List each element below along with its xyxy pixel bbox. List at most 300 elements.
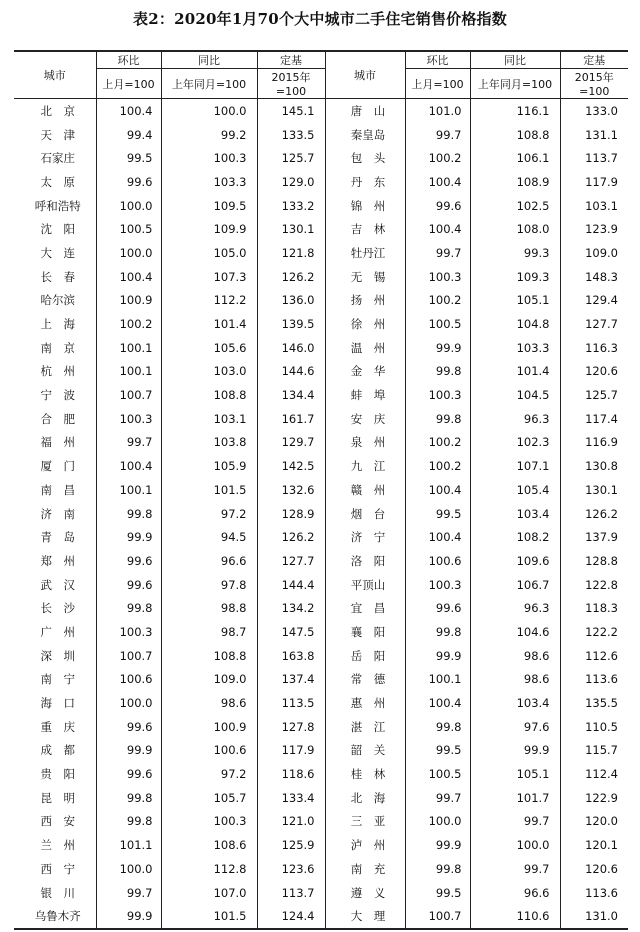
city-cell: 长 春 bbox=[14, 265, 96, 289]
base-cell: 117.9 bbox=[257, 739, 325, 763]
mom-cell: 99.8 bbox=[405, 407, 470, 431]
table-title: 表2：2020年1月70个大中城市二手住宅销售价格指数 bbox=[133, 10, 507, 28]
city-cell: 大 理 bbox=[325, 904, 405, 929]
mom-cell: 100.0 bbox=[405, 810, 470, 834]
mom-cell: 100.6 bbox=[405, 549, 470, 573]
mom-cell: 99.8 bbox=[405, 360, 470, 384]
base-cell: 127.7 bbox=[257, 549, 325, 573]
base-cell: 133.5 bbox=[257, 123, 325, 147]
city-cell: 烟 台 bbox=[325, 502, 405, 526]
city-cell: 长 沙 bbox=[14, 596, 96, 620]
base-cell: 129.4 bbox=[585, 293, 618, 308]
base-cell: 109.0 bbox=[585, 245, 618, 260]
table-row bbox=[14, 502, 628, 526]
city-cell: 泸 州 bbox=[325, 833, 405, 857]
table-row bbox=[14, 99, 628, 123]
city-cell: 大 连 bbox=[14, 241, 96, 265]
city-cell: 赣 州 bbox=[325, 478, 405, 502]
table-row bbox=[14, 596, 628, 620]
base-cell: 122.2 bbox=[585, 624, 618, 639]
base-cell: 127.7 bbox=[585, 317, 618, 332]
city-cell: 遵 义 bbox=[325, 881, 405, 905]
base-cell: 120.6 bbox=[585, 364, 618, 379]
yoy-cell: 97.2 bbox=[161, 502, 257, 526]
yoy-cell: 107.3 bbox=[161, 265, 257, 289]
city-cell: 天 津 bbox=[14, 123, 96, 147]
yoy-cell: 105.0 bbox=[161, 241, 257, 265]
mom-cell: 100.0 bbox=[96, 857, 161, 881]
city-cell: 西 宁 bbox=[14, 857, 96, 881]
table-row bbox=[14, 431, 628, 455]
city-cell: 惠 州 bbox=[325, 691, 405, 715]
base-cell: 161.7 bbox=[257, 407, 325, 431]
mom-cell: 99.5 bbox=[405, 502, 470, 526]
mom-cell: 99.9 bbox=[405, 336, 470, 360]
city-cell: 岳 阳 bbox=[325, 644, 405, 668]
base-cell: 129.7 bbox=[257, 431, 325, 455]
mom-cell: 100.3 bbox=[405, 265, 470, 289]
yoy-cell: 96.6 bbox=[161, 549, 257, 573]
table-row bbox=[14, 146, 628, 170]
yoy-cell: 105.9 bbox=[161, 454, 257, 478]
mom-cell: 100.2 bbox=[96, 312, 161, 336]
yoy-cell: 98.6 bbox=[470, 644, 560, 668]
yoy-cell: 99.7 bbox=[470, 857, 560, 881]
base-cell: 126.2 bbox=[257, 525, 325, 549]
mom-cell: 99.8 bbox=[96, 596, 161, 620]
mom-cell: 100.3 bbox=[405, 573, 470, 597]
city-cell: 襄 阳 bbox=[325, 620, 405, 644]
mom-cell: 99.6 bbox=[405, 596, 470, 620]
mom-cell: 100.3 bbox=[96, 407, 161, 431]
table-row bbox=[14, 904, 628, 929]
yoy-cell: 100.9 bbox=[161, 715, 257, 739]
yoy-cell: 102.5 bbox=[470, 194, 560, 218]
city-cell: 哈尔滨 bbox=[14, 289, 96, 313]
base-cell: 130.1 bbox=[257, 217, 325, 241]
city-cell: 洛 阳 bbox=[325, 549, 405, 573]
table-row bbox=[14, 739, 628, 763]
mom-cell: 100.6 bbox=[96, 668, 161, 692]
yoy-cell: 101.7 bbox=[470, 786, 560, 810]
base-cell: 113.6 bbox=[585, 885, 618, 900]
yoy-cell: 96.3 bbox=[470, 596, 560, 620]
city-cell: 丹 东 bbox=[325, 170, 405, 194]
city-cell: 海 口 bbox=[14, 691, 96, 715]
yoy-subheader-right: 上年同月=100 bbox=[470, 69, 560, 99]
city-cell: 重 庆 bbox=[14, 715, 96, 739]
base-cell: 113.6 bbox=[585, 672, 618, 687]
city-cell: 乌鲁木齐 bbox=[14, 904, 96, 929]
yoy-cell: 103.0 bbox=[161, 360, 257, 384]
yoy-cell: 103.3 bbox=[161, 170, 257, 194]
city-cell: 扬 州 bbox=[325, 289, 405, 313]
mom-cell: 99.9 bbox=[405, 833, 470, 857]
mom-cell: 100.1 bbox=[405, 668, 470, 692]
yoy-cell: 101.4 bbox=[161, 312, 257, 336]
mom-cell: 99.7 bbox=[405, 241, 470, 265]
base-cell: 131.0 bbox=[585, 909, 618, 924]
city-cell: 泉 州 bbox=[325, 431, 405, 455]
base-cell: 133.4 bbox=[257, 786, 325, 810]
yoy-header-left: 同比 bbox=[161, 51, 257, 69]
yoy-cell: 104.6 bbox=[470, 620, 560, 644]
mom-cell: 99.8 bbox=[96, 786, 161, 810]
table-row bbox=[14, 762, 628, 786]
base-cell: 125.7 bbox=[257, 146, 325, 170]
mom-cell: 100.7 bbox=[96, 644, 161, 668]
yoy-cell: 116.1 bbox=[470, 99, 560, 123]
city-cell: 金 华 bbox=[325, 360, 405, 384]
yoy-cell: 112.8 bbox=[161, 857, 257, 881]
base-cell: 121.8 bbox=[257, 241, 325, 265]
mom-cell: 100.4 bbox=[405, 525, 470, 549]
mom-cell: 99.5 bbox=[405, 881, 470, 905]
mom-cell: 99.4 bbox=[96, 123, 161, 147]
city-cell: 武 汉 bbox=[14, 573, 96, 597]
yoy-cell: 98.7 bbox=[161, 620, 257, 644]
table-row bbox=[14, 454, 628, 478]
base-cell: 142.5 bbox=[257, 454, 325, 478]
base-cell: 123.6 bbox=[257, 857, 325, 881]
yoy-cell: 108.0 bbox=[470, 217, 560, 241]
city-cell: 合 肥 bbox=[14, 407, 96, 431]
table-row bbox=[14, 691, 628, 715]
base-cell: 113.7 bbox=[257, 881, 325, 905]
city-cell: 九 江 bbox=[325, 454, 405, 478]
mom-cell: 99.6 bbox=[96, 549, 161, 573]
city-cell: 南 充 bbox=[325, 857, 405, 881]
base-header-left: 定基 bbox=[257, 51, 325, 69]
base-cell: 137.4 bbox=[257, 668, 325, 692]
mom-cell: 100.1 bbox=[96, 478, 161, 502]
base-cell: 112.6 bbox=[585, 648, 618, 663]
mom-cell: 99.8 bbox=[405, 715, 470, 739]
base-cell: 132.6 bbox=[257, 478, 325, 502]
yoy-cell: 103.1 bbox=[161, 407, 257, 431]
base-cell: 134.2 bbox=[257, 596, 325, 620]
mom-cell: 99.9 bbox=[96, 525, 161, 549]
mom-cell: 100.7 bbox=[405, 904, 470, 929]
base-cell: 135.5 bbox=[585, 696, 618, 711]
city-cell: 唐 山 bbox=[325, 99, 405, 123]
base-cell: 110.5 bbox=[585, 719, 618, 734]
city-cell: 秦皇岛 bbox=[325, 123, 405, 147]
yoy-cell: 106.7 bbox=[470, 573, 560, 597]
table-row bbox=[14, 170, 628, 194]
yoy-cell: 96.6 bbox=[470, 881, 560, 905]
mom-cell: 99.6 bbox=[96, 762, 161, 786]
mom-cell: 100.4 bbox=[405, 478, 470, 502]
base-cell: 126.2 bbox=[585, 506, 618, 521]
table-row bbox=[14, 407, 628, 431]
city-cell: 常 德 bbox=[325, 668, 405, 692]
mom-cell: 99.6 bbox=[405, 194, 470, 218]
yoy-cell: 97.6 bbox=[470, 715, 560, 739]
base-cell: 113.7 bbox=[585, 151, 618, 166]
base-cell: 163.8 bbox=[257, 644, 325, 668]
mom-cell: 99.8 bbox=[405, 857, 470, 881]
yoy-cell: 109.0 bbox=[161, 668, 257, 692]
mom-cell: 100.2 bbox=[405, 289, 470, 313]
city-cell: 南 京 bbox=[14, 336, 96, 360]
yoy-cell: 101.5 bbox=[161, 478, 257, 502]
base-cell: 144.6 bbox=[257, 360, 325, 384]
city-cell: 三 亚 bbox=[325, 810, 405, 834]
yoy-subheader-left: 上年同月=100 bbox=[161, 69, 257, 99]
yoy-cell: 108.8 bbox=[470, 123, 560, 147]
yoy-cell: 105.6 bbox=[161, 336, 257, 360]
yoy-cell: 100.3 bbox=[161, 146, 257, 170]
city-cell: 锦 州 bbox=[325, 194, 405, 218]
base-cell: 126.2 bbox=[257, 265, 325, 289]
base-cell: 117.9 bbox=[585, 174, 618, 189]
table-row bbox=[14, 312, 628, 336]
mom-cell: 100.4 bbox=[405, 170, 470, 194]
mom-cell: 99.7 bbox=[96, 431, 161, 455]
city-cell: 西 安 bbox=[14, 810, 96, 834]
mom-cell: 100.0 bbox=[96, 691, 161, 715]
mom-cell: 100.4 bbox=[96, 454, 161, 478]
yoy-cell: 109.3 bbox=[470, 265, 560, 289]
base-cell: 144.4 bbox=[257, 573, 325, 597]
city-cell: 平顶山 bbox=[325, 573, 405, 597]
city-cell: 北 京 bbox=[14, 99, 96, 123]
yoy-cell: 107.0 bbox=[161, 881, 257, 905]
table-row bbox=[14, 336, 628, 360]
mom-cell: 100.5 bbox=[96, 217, 161, 241]
table-row bbox=[14, 289, 628, 313]
yoy-cell: 108.6 bbox=[161, 833, 257, 857]
yoy-cell: 100.6 bbox=[161, 739, 257, 763]
yoy-cell: 103.4 bbox=[470, 502, 560, 526]
table-row bbox=[14, 123, 628, 147]
mom-cell: 99.9 bbox=[405, 644, 470, 668]
base-cell: 137.9 bbox=[585, 530, 618, 545]
mom-header-left: 环比 bbox=[96, 51, 161, 69]
base-cell: 103.1 bbox=[585, 198, 618, 213]
yoy-cell: 105.1 bbox=[470, 289, 560, 313]
table-row bbox=[14, 194, 628, 218]
base-header-right: 定基 bbox=[560, 51, 628, 69]
base-cell: 133.2 bbox=[257, 194, 325, 218]
base-cell: 128.8 bbox=[585, 553, 618, 568]
mom-subheader-right: 上月=100 bbox=[405, 69, 470, 99]
city-cell: 温 州 bbox=[325, 336, 405, 360]
mom-cell: 100.3 bbox=[96, 620, 161, 644]
base-cell: 146.0 bbox=[257, 336, 325, 360]
yoy-cell: 106.1 bbox=[470, 146, 560, 170]
yoy-cell: 110.6 bbox=[470, 904, 560, 929]
mom-cell: 100.1 bbox=[96, 336, 161, 360]
mom-cell: 99.6 bbox=[96, 170, 161, 194]
city-cell: 昆 明 bbox=[14, 786, 96, 810]
table-row bbox=[14, 217, 628, 241]
yoy-cell: 98.6 bbox=[161, 691, 257, 715]
yoy-cell: 105.1 bbox=[470, 762, 560, 786]
yoy-cell: 102.3 bbox=[470, 431, 560, 455]
yoy-cell: 108.2 bbox=[470, 525, 560, 549]
base-cell: 127.8 bbox=[257, 715, 325, 739]
city-cell: 无 锡 bbox=[325, 265, 405, 289]
mom-cell: 100.5 bbox=[405, 312, 470, 336]
yoy-cell: 108.9 bbox=[470, 170, 560, 194]
city-cell: 银 川 bbox=[14, 881, 96, 905]
mom-cell: 100.4 bbox=[96, 265, 161, 289]
base-cell: 118.6 bbox=[257, 762, 325, 786]
table-row bbox=[14, 478, 628, 502]
mom-cell: 100.4 bbox=[405, 691, 470, 715]
base-cell: 134.4 bbox=[257, 383, 325, 407]
table-row bbox=[14, 383, 628, 407]
base-cell: 131.1 bbox=[585, 127, 618, 142]
city-cell: 安 庆 bbox=[325, 407, 405, 431]
base-cell: 124.4 bbox=[257, 904, 325, 929]
mom-cell: 99.9 bbox=[96, 739, 161, 763]
mom-cell: 99.7 bbox=[405, 123, 470, 147]
base-cell: 148.3 bbox=[585, 269, 618, 284]
base-cell: 128.9 bbox=[257, 502, 325, 526]
mom-cell: 100.1 bbox=[96, 360, 161, 384]
base-cell: 117.4 bbox=[585, 411, 618, 426]
table-row bbox=[14, 857, 628, 881]
base-cell: 123.9 bbox=[585, 222, 618, 237]
city-header-left: 城市 bbox=[14, 51, 96, 99]
table-row bbox=[14, 241, 628, 265]
city-cell: 上 海 bbox=[14, 312, 96, 336]
mom-cell: 100.3 bbox=[405, 383, 470, 407]
base-subheader-right: 2015年=100 bbox=[560, 69, 628, 99]
city-cell: 桂 林 bbox=[325, 762, 405, 786]
base-cell: 145.1 bbox=[257, 99, 325, 123]
yoy-cell: 105.7 bbox=[161, 786, 257, 810]
yoy-cell: 108.8 bbox=[161, 644, 257, 668]
mom-cell: 99.8 bbox=[405, 620, 470, 644]
mom-cell: 99.5 bbox=[96, 146, 161, 170]
table-row bbox=[14, 833, 628, 857]
table-row bbox=[14, 620, 628, 644]
mom-cell: 99.8 bbox=[96, 502, 161, 526]
price-index-table bbox=[14, 50, 628, 930]
yoy-cell: 99.7 bbox=[470, 810, 560, 834]
yoy-cell: 103.4 bbox=[470, 691, 560, 715]
base-cell: 115.7 bbox=[585, 743, 618, 758]
base-cell: 133.0 bbox=[585, 103, 618, 118]
yoy-cell: 100.3 bbox=[161, 810, 257, 834]
mom-cell: 100.4 bbox=[405, 217, 470, 241]
base-cell: 122.8 bbox=[585, 577, 618, 592]
base-subheader-left: 2015年=100 bbox=[257, 69, 325, 99]
yoy-cell: 98.6 bbox=[470, 668, 560, 692]
base-cell: 125.7 bbox=[585, 388, 618, 403]
table-row bbox=[14, 668, 628, 692]
city-cell: 济 宁 bbox=[325, 525, 405, 549]
mom-cell: 100.2 bbox=[405, 454, 470, 478]
base-cell: 129.0 bbox=[257, 170, 325, 194]
city-cell: 兰 州 bbox=[14, 833, 96, 857]
yoy-cell: 108.8 bbox=[161, 383, 257, 407]
yoy-cell: 109.5 bbox=[161, 194, 257, 218]
mom-cell: 99.7 bbox=[96, 881, 161, 905]
yoy-cell: 103.3 bbox=[470, 336, 560, 360]
base-cell: 147.5 bbox=[257, 620, 325, 644]
yoy-cell: 105.4 bbox=[470, 478, 560, 502]
yoy-cell: 99.9 bbox=[470, 739, 560, 763]
city-cell: 郑 州 bbox=[14, 549, 96, 573]
city-cell: 呼和浩特 bbox=[14, 194, 96, 218]
table-row bbox=[14, 715, 628, 739]
city-cell: 石家庄 bbox=[14, 146, 96, 170]
base-cell: 113.5 bbox=[257, 691, 325, 715]
yoy-cell: 107.1 bbox=[470, 454, 560, 478]
city-cell: 湛 江 bbox=[325, 715, 405, 739]
yoy-header-right: 同比 bbox=[470, 51, 560, 69]
mom-cell: 99.6 bbox=[96, 573, 161, 597]
mom-cell: 100.5 bbox=[405, 762, 470, 786]
city-cell: 成 都 bbox=[14, 739, 96, 763]
base-cell: 121.0 bbox=[257, 810, 325, 834]
mom-cell: 100.4 bbox=[96, 99, 161, 123]
table-row bbox=[14, 525, 628, 549]
mom-cell: 100.2 bbox=[405, 431, 470, 455]
table-row bbox=[14, 644, 628, 668]
city-cell: 南 昌 bbox=[14, 478, 96, 502]
city-cell: 厦 门 bbox=[14, 454, 96, 478]
city-cell: 牡丹江 bbox=[325, 241, 405, 265]
table-row bbox=[14, 265, 628, 289]
base-cell: 112.4 bbox=[585, 767, 618, 782]
city-cell: 南 宁 bbox=[14, 668, 96, 692]
mom-cell: 100.2 bbox=[405, 146, 470, 170]
yoy-cell: 96.3 bbox=[470, 407, 560, 431]
yoy-cell: 104.5 bbox=[470, 383, 560, 407]
base-cell: 120.1 bbox=[585, 838, 618, 853]
base-cell: 136.0 bbox=[257, 289, 325, 313]
mom-cell: 101.0 bbox=[405, 99, 470, 123]
yoy-cell: 101.4 bbox=[470, 360, 560, 384]
yoy-cell: 99.3 bbox=[470, 241, 560, 265]
yoy-cell: 109.9 bbox=[161, 217, 257, 241]
yoy-cell: 98.8 bbox=[161, 596, 257, 620]
base-cell: 116.3 bbox=[585, 340, 618, 355]
city-cell: 广 州 bbox=[14, 620, 96, 644]
mom-cell: 99.9 bbox=[96, 904, 161, 929]
city-cell: 青 岛 bbox=[14, 525, 96, 549]
mom-cell: 101.1 bbox=[96, 833, 161, 857]
city-cell: 北 海 bbox=[325, 786, 405, 810]
table-row bbox=[14, 881, 628, 905]
city-cell: 太 原 bbox=[14, 170, 96, 194]
yoy-cell: 100.0 bbox=[470, 833, 560, 857]
base-cell: 125.9 bbox=[257, 833, 325, 857]
yoy-cell: 99.2 bbox=[161, 123, 257, 147]
base-cell: 116.9 bbox=[585, 435, 618, 450]
base-cell: 122.9 bbox=[585, 790, 618, 805]
mom-cell: 100.7 bbox=[96, 383, 161, 407]
yoy-cell: 97.2 bbox=[161, 762, 257, 786]
yoy-cell: 104.8 bbox=[470, 312, 560, 336]
yoy-cell: 101.5 bbox=[161, 904, 257, 929]
city-cell: 包 头 bbox=[325, 146, 405, 170]
mom-cell: 99.7 bbox=[405, 786, 470, 810]
mom-cell: 100.0 bbox=[96, 194, 161, 218]
city-cell: 徐 州 bbox=[325, 312, 405, 336]
base-cell: 139.5 bbox=[257, 312, 325, 336]
yoy-cell: 109.6 bbox=[470, 549, 560, 573]
mom-cell: 99.6 bbox=[96, 715, 161, 739]
city-cell: 深 圳 bbox=[14, 644, 96, 668]
base-cell: 130.8 bbox=[585, 459, 618, 474]
